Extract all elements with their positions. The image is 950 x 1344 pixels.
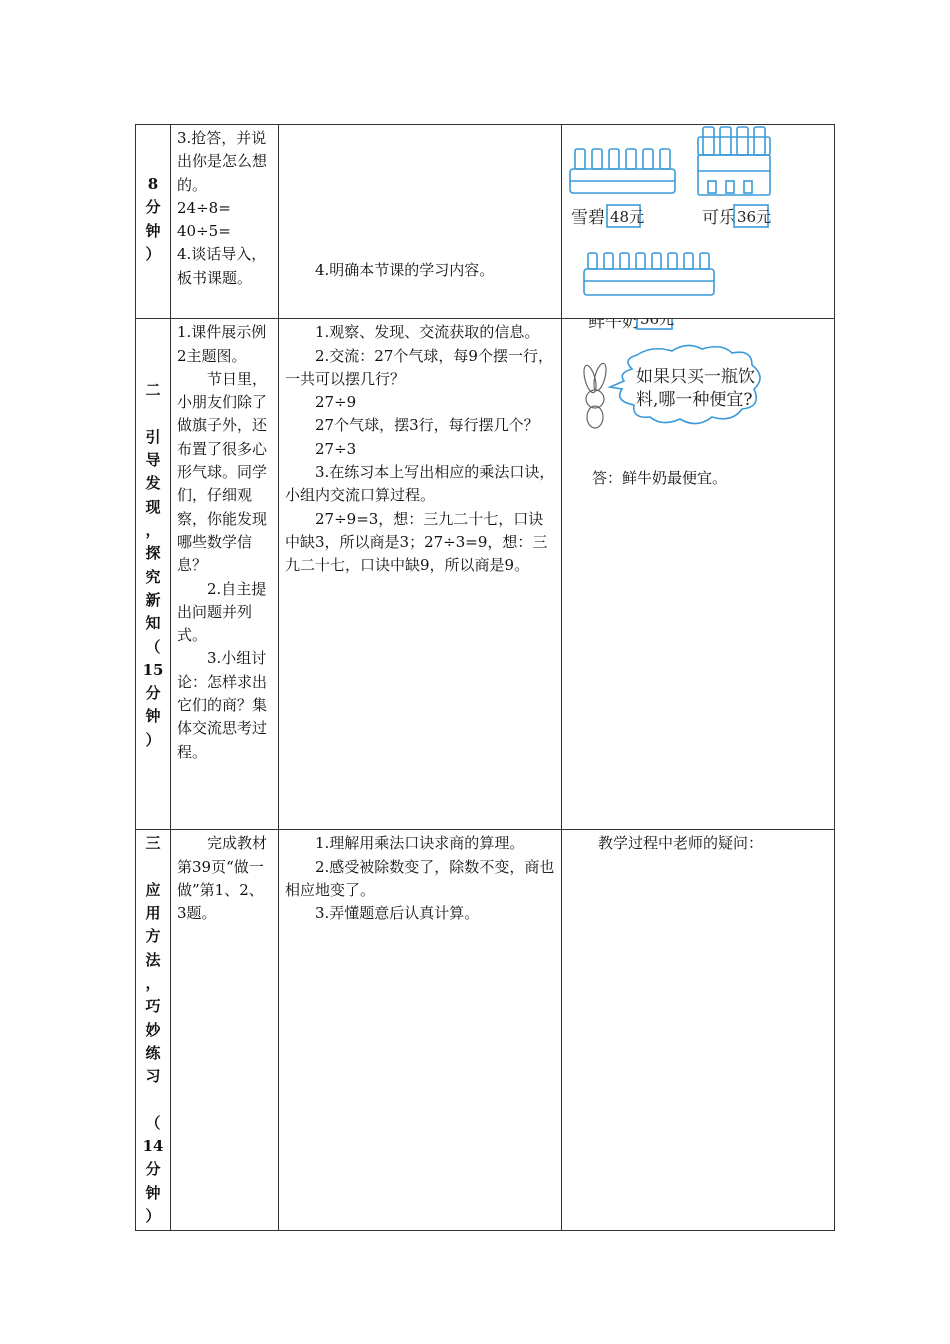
stage-char: 14 <box>142 1137 164 1156</box>
stage-char: 练 <box>145 1043 161 1062</box>
stage-char: 8 <box>147 175 159 193</box>
drink-name: 雪碧 <box>571 208 605 228</box>
stage-char: 15 <box>142 660 164 679</box>
milk-bottles-icon <box>584 253 714 295</box>
stage-char: 引 <box>145 427 161 446</box>
student-text: 2.交流：27个气球，每9个摆一行，一共可以摆几行？ <box>285 346 553 388</box>
stage-char: 习 <box>145 1067 161 1086</box>
stage-char <box>142 403 164 426</box>
teacher-text: 24÷8= <box>177 198 231 217</box>
stage-char: 导 <box>145 451 161 470</box>
student-text: 27÷9 <box>315 393 357 412</box>
teacher-text: 节日里，小朋友们除了做旗子外，还布置了很多心形气球。同学们，仔细观察，你能发现哪些数学信息？ <box>177 369 268 575</box>
student-text: 3.弄懂题意后认真计算。 <box>315 904 480 923</box>
stage-char: 发 <box>145 474 161 493</box>
student-activity-cell <box>279 830 562 1231</box>
student-text: 1.理解用乘法口诀求商的算理。 <box>315 834 525 853</box>
stage-char: 法 <box>145 950 161 969</box>
teacher-text: 40÷5= <box>177 222 231 241</box>
stage-char: 分 <box>145 198 161 217</box>
bubble-text: 如果只买一瓶饮 <box>636 367 755 388</box>
stage-char <box>142 1089 164 1112</box>
student-activity-cell <box>279 319 562 830</box>
drink-price: 36元 <box>737 208 772 226</box>
drink-price: 48元 <box>610 208 645 226</box>
stage-char: 分 <box>145 684 161 703</box>
rabbit-icon <box>582 362 609 428</box>
notes-cell <box>562 125 835 319</box>
student-activity-cell <box>279 125 562 319</box>
teacher-text: 1.课件展示例2主题图。 <box>177 323 267 365</box>
sprite-bottles-icon <box>570 149 675 193</box>
stage-char: 应 <box>145 880 161 899</box>
table-row <box>136 830 835 1231</box>
teacher-text: 2.自主提出问题并列式。 <box>177 579 267 645</box>
drink-name: 可乐 <box>702 208 736 228</box>
notes-cell <box>562 319 835 830</box>
stage-char: 方 <box>145 927 161 946</box>
stage-char: 现 <box>145 497 161 516</box>
milk-label-and-bubble <box>562 319 834 459</box>
teacher-activity-cell <box>171 125 279 319</box>
stage-char: 究 <box>145 567 161 586</box>
stage-cell <box>136 125 171 319</box>
stage-char: 探 <box>145 544 161 563</box>
table-row <box>136 319 835 830</box>
student-text: 4.明确本节课的学习内容。 <box>315 261 495 279</box>
teacher-activity-cell <box>171 830 279 1231</box>
stage-char: ） <box>145 730 161 749</box>
answer-text: 答：鲜牛奶最便宜。 <box>592 468 728 487</box>
stage-char: 知 <box>145 614 161 633</box>
stage-char: ） <box>145 244 161 263</box>
stage-cell <box>136 830 171 1231</box>
teacher-text: 完成教材第39页“做一做”第1、2、3题。 <box>177 834 268 923</box>
stage-char: 分 <box>145 1160 161 1179</box>
question-text: 教学过程中老师的疑问： <box>598 834 764 853</box>
stage-cell <box>136 319 171 830</box>
student-text: 27÷3 <box>315 439 357 458</box>
student-text: 1.观察、发现、交流获取的信息。 <box>315 323 540 342</box>
teacher-text: 3.小组讨论：怎样求出它们的商？集体交流思考过程。 <box>177 649 268 761</box>
stage-char: ， <box>145 974 161 993</box>
drinks-illustration <box>562 125 834 311</box>
student-text: 27÷9=3，想：三九二十七，口诀中缺3，所以商是3；27÷3=9，想：三九二十七，口诀中缺9，所以商是9。 <box>285 509 548 575</box>
stage-char: 新 <box>145 590 161 609</box>
stage-char: 妙 <box>145 1020 161 1039</box>
stage-char: 三 <box>145 834 161 853</box>
student-text: 3.在练习本上写出相应的乘法口诀，小组内交流口算过程。 <box>285 463 555 505</box>
stage-char: 钟 <box>145 1183 161 1202</box>
stage-char: 巧 <box>145 997 161 1016</box>
stage-char: （ <box>145 1113 161 1132</box>
student-text: 2.感受被除数变了，除数不变，商也相应地变了。 <box>285 857 555 899</box>
stage-char: 二 <box>145 381 161 400</box>
stage-char: 用 <box>145 904 161 923</box>
stage-char: ， <box>145 521 161 540</box>
notes-cell <box>562 830 835 1231</box>
drink-price: 56元 <box>640 319 675 329</box>
drink-name: 鲜牛奶 <box>588 319 639 333</box>
stage-char: 钟 <box>145 707 161 726</box>
table-row <box>136 125 835 319</box>
student-text: 27个气球，摆3行，每行摆几个？ <box>315 416 539 435</box>
teacher-activity-cell <box>171 319 279 830</box>
stage-char <box>142 856 164 879</box>
lesson-plan-table <box>135 124 835 1231</box>
teacher-text: 3.抢答，并说出你是怎么想的。 <box>177 129 268 194</box>
stage-char: ） <box>145 1207 161 1226</box>
teacher-text: 4.谈话导入，板书课题。 <box>177 245 267 287</box>
bubble-text: 料,哪一种便宜? <box>636 390 753 411</box>
stage-char: （ <box>145 637 161 656</box>
cola-bottles-icon <box>698 127 770 195</box>
stage-char: 钟 <box>145 221 161 240</box>
